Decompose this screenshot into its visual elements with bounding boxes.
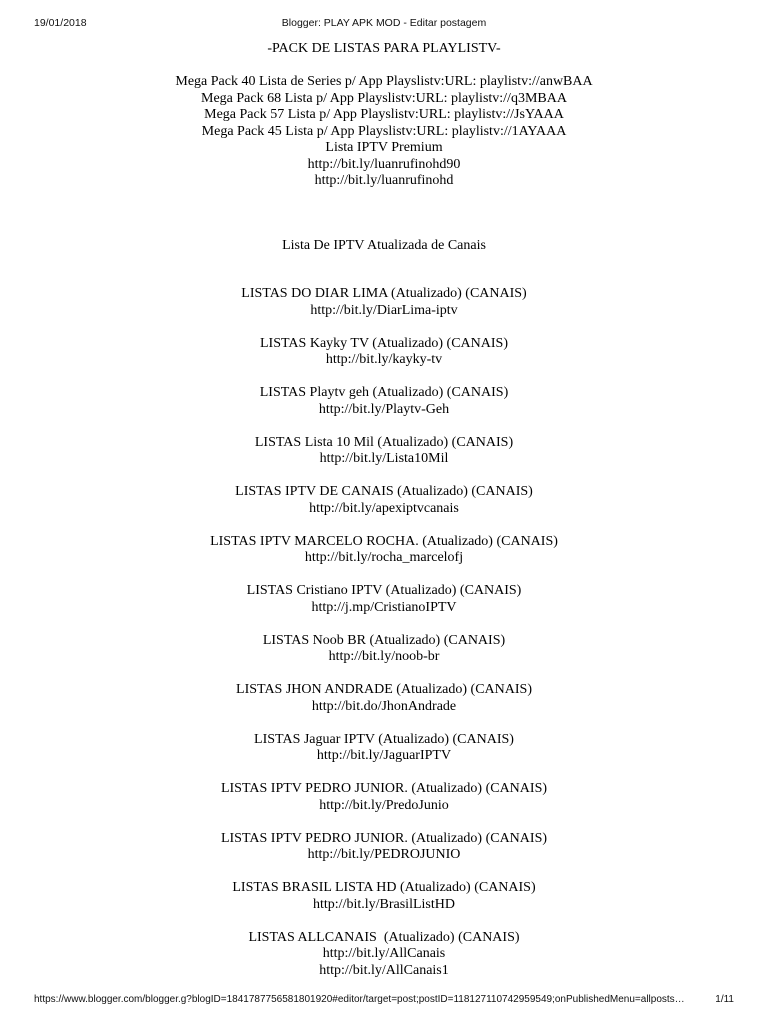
pack-line: Mega Pack 57 Lista p/ App Playslistv:URL: playlistv://JsYAAA (204, 107, 564, 122)
list-link[interactable]: http://bit.ly/Playtv-Geh (318, 401, 450, 417)
post-content (0, 41, 768, 979)
list-item (0, 385, 768, 418)
list-item (0, 435, 768, 468)
list-item (0, 336, 768, 369)
pack-line: Mega Pack 40 Lista de Series p/ App Playslistv:URL: playlistv://anwBAA (175, 74, 593, 89)
list-name: LISTAS Playtv geh (Atualizado) (CANAIS) (259, 385, 509, 400)
list-link[interactable]: http://bit.ly/BrasilListHD (313, 896, 455, 912)
list-link[interactable]: http://bit.ly/kayky-tv (325, 352, 443, 367)
page-title: Blogger: PLAY APK MOD - Editar postagem (281, 17, 487, 29)
list-name: LISTAS Lista 10 Mil (Atualizado) (CANAIS) (254, 434, 514, 450)
list-name: LISTAS BRASIL LISTA HD (Atualizado) (CANAIS) (232, 880, 536, 895)
list-item (0, 781, 768, 814)
list-name: LISTAS Noob BR (Atualizado) (CANAIS) (262, 632, 506, 648)
list-link[interactable]: http://j.mp/CristianoIPTV (311, 599, 457, 615)
list-name: LISTAS IPTV DE CANAIS (Atualizado) (CANAIS) (235, 484, 533, 499)
list-link[interactable]: http://bit.ly/Lista10Mil (319, 451, 449, 466)
page-number: 1/11 (715, 994, 734, 1005)
list-name: LISTAS DO DIAR LIMA (Atualizado) (CANAIS) (241, 286, 527, 301)
print-header (34, 17, 734, 31)
list-item (0, 880, 768, 913)
list-link[interactable]: http://bit.ly/noob-br (328, 649, 440, 664)
list-item (0, 732, 768, 765)
list-item (0, 831, 768, 864)
list-name: LISTAS Jaguar IPTV (Atualizado) (CANAIS) (254, 731, 514, 747)
list-name: LISTAS IPTV MARCELO ROCHA. (Atualizado) (CANAIS) (210, 533, 558, 549)
list-name: LISTAS Cristiano IPTV (Atualizado) (CANAIS) (246, 583, 522, 598)
list-name: LISTAS IPTV PEDRO JUNIOR. (Atualizado) (CANAIS) (220, 781, 548, 796)
list-item (0, 286, 768, 319)
print-date: 19/01/2018 (34, 17, 87, 29)
list-link[interactable]: http://bit.ly/DiarLima-iptv (310, 302, 458, 318)
pack-line: Mega Pack 45 Lista p/ App Playslistv:URL: playlistv://1AYAAA (201, 123, 567, 139)
list-link[interactable]: http://bit.ly/PEDROJUNIO (307, 847, 461, 862)
pack-title: -PACK DE LISTAS PARA PLAYLISTV- (267, 41, 501, 56)
pack-line: Lista IPTV Premium (325, 140, 443, 155)
list-name: LISTAS JHON ANDRADE (Atualizado) (CANAIS) (236, 682, 532, 697)
section-title: Lista De IPTV Atualizada de Canais (282, 237, 486, 253)
list-item (0, 583, 768, 616)
list-item (0, 534, 768, 567)
list-link[interactable]: http://bit.ly/JaguarIPTV (316, 748, 452, 763)
list-item (0, 682, 768, 715)
list-item (0, 930, 768, 980)
list-link[interactable]: http://bit.ly/PredoJunio (319, 797, 449, 813)
pack-link[interactable]: http://bit.ly/luanrufinohd90 (307, 156, 461, 172)
list-item (0, 484, 768, 517)
pack-lines (0, 74, 768, 190)
list-link[interactable]: http://bit.ly/rocha_marcelofj (304, 550, 464, 565)
print-footer (34, 994, 734, 1008)
list-name: LISTAS ALLCANAIS (Atualizado) (CANAIS) (248, 929, 520, 945)
list-name: LISTAS Kayky TV (Atualizado) (CANAIS) (260, 335, 508, 351)
list-link[interactable]: http://bit.ly/apexiptvcanais (309, 500, 459, 516)
pack-link[interactable]: http://bit.ly/luanrufinohd (314, 173, 454, 188)
list-link[interactable]: http://bit.ly/AllCanais1 (319, 962, 449, 978)
page-url: https://www.blogger.com/blogger.g?blogID=1841787756581801920#editor/target=post;postID=118127110742959549;onPublishedMenu=allposts… (34, 994, 685, 1005)
list-link[interactable]: http://bit.ly/AllCanais (322, 946, 446, 961)
list-name: LISTAS IPTV PEDRO JUNIOR. (Atualizado) (CANAIS) (220, 830, 548, 846)
pack-line: Mega Pack 68 Lista p/ App Playslistv:URL: playlistv://q3MBAA (201, 90, 567, 106)
iptv-lists (0, 286, 768, 979)
list-item (0, 633, 768, 666)
list-link[interactable]: http://bit.do/JhonAndrade (311, 698, 457, 714)
